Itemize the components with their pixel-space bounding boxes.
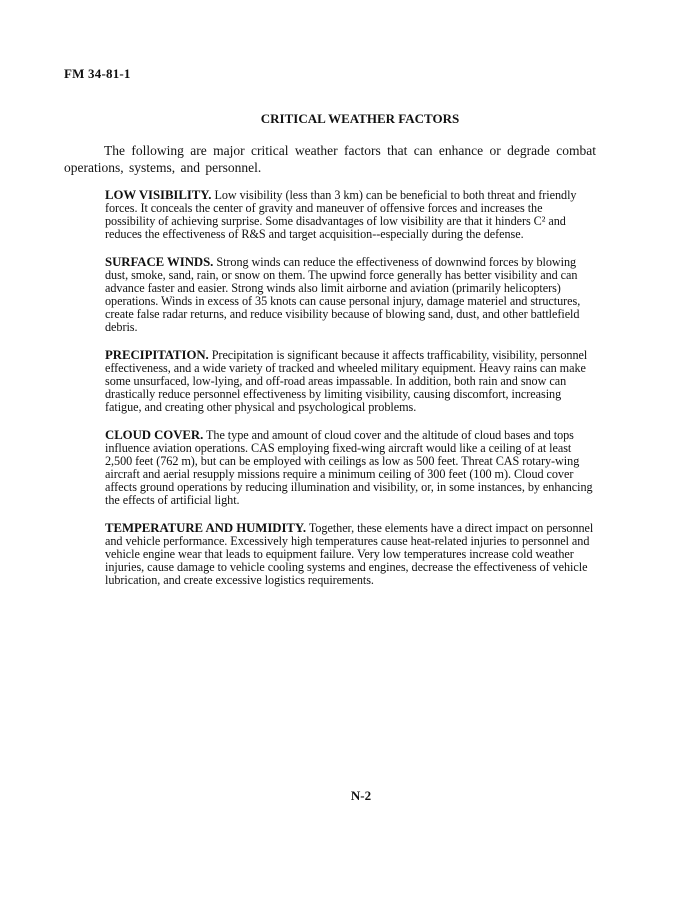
section-precipitation bbox=[105, 349, 595, 414]
section-low-visibility bbox=[105, 189, 595, 241]
section-body: The type and amount of cloud cover and the altitude of cloud bases and tops influence aviation operations. CAS employing fixed-wing aircraft would like a ceiling of at least 2,500 feet (762 m), but can be employed with ceilings as low as 500 feet. Threat CAS rotary-wing aircraft and aerial resupply missions require a minimum ceiling of 300 feet (100 m). Cloud cover affects ground operations by reducing illumination and visibility, or, in some instances, by enhancing the effects of artificial light. bbox=[105, 428, 593, 507]
section-heading: LOW VISIBILITY. bbox=[105, 188, 212, 202]
weather-factor-list bbox=[105, 189, 595, 602]
section-body: Strong winds can reduce the effectiveness of downwind forces by blowing dust, smoke, sand, rain, or snow on them. The upwind force generally has better visibility and can advance faster and easier. Strong winds also limit airborne and aviation (primarily helicopters) operations. Winds in excess of 35 knots can cause personal injury, damage materiel and structures, create false radar returns, and reduce visibility because of blowing sand, dust, and other battlefield debris. bbox=[105, 255, 581, 334]
section-surface-winds bbox=[105, 256, 595, 333]
page-title: CRITICAL WEATHER FACTORS bbox=[260, 111, 460, 126]
page-number: N-2 bbox=[350, 788, 372, 803]
section-body: Precipitation is significant because it affects trafficability, visibility, personnel effectiveness, and a wide variety of tracked and wheeled military equipment. Heavy rains can make some unsurfaced, low-lying, and off-road areas impassable. In addition, both rain and snow can drastically reduce personnel effectiveness by limiting visibility, causing discomfort, increasing fatigue, and creating other physical and psychological problems. bbox=[105, 348, 588, 414]
section-heading: CLOUD COVER. bbox=[105, 428, 204, 443]
section-body: Low visibility (less than 3 km) can be beneficial to both threat and friendly forces. It conceals the center of gravity and maneuver of offensive forces and increases the possibility of achieving surprise. Some disadvantages of low visibility are that it hinders C² and reduces the effectiveness of R&S and target acquisition--especially during the defense. bbox=[105, 188, 577, 241]
intro-paragraph: The following are major critical weather factors that can enhance or degrade combat operations, systems, and personnel. bbox=[64, 143, 596, 175]
section-heading: SURFACE WINDS. bbox=[105, 255, 214, 270]
section-body: Together, these elements have a direct impact on personnel and vehicle performance. Excessively high temperatures cause heat-related injuries to personnel and vehicle engine wear that leads to equipment failure. Very low temperatures increase cold weather injuries, cause damage to vehicle cooling systems and engines, decrease the effectiveness of vehicle lubrication, and create excessive logistics requirements. bbox=[105, 521, 594, 587]
document-id: FM 34-81-1 bbox=[64, 66, 131, 81]
section-temperature-humidity bbox=[105, 522, 595, 587]
section-heading: TEMPERATURE AND HUMIDITY. bbox=[105, 521, 307, 536]
section-cloud-cover bbox=[105, 429, 595, 506]
section-heading: PRECIPITATION. bbox=[105, 348, 209, 363]
